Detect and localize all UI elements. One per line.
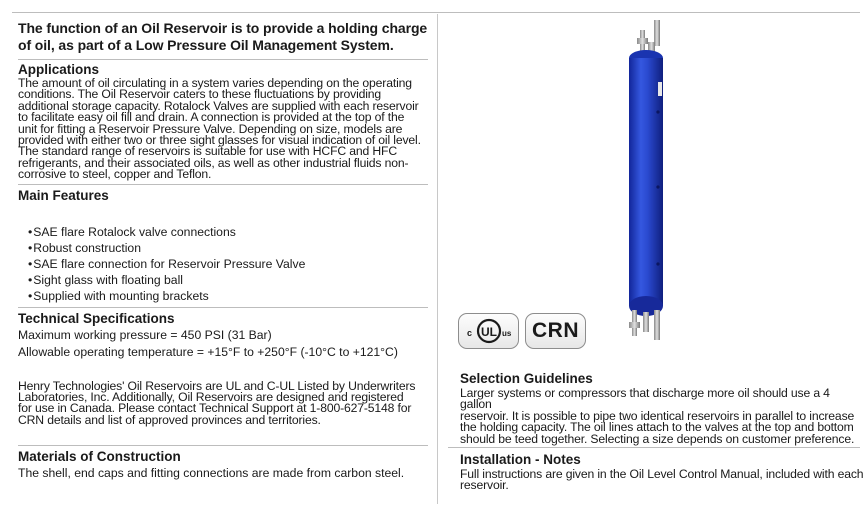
listing-line: Henry Technologies' Oil Reservoirs are UL and C-UL Listed by Underwriters <box>18 378 416 393</box>
column-divider <box>437 14 438 504</box>
tank-body <box>629 58 663 306</box>
certification-badges <box>458 313 586 349</box>
installation-line: Full instructions are given in the Oil Level Control Manual, included with each <box>460 467 864 481</box>
listing-text <box>18 378 428 427</box>
applications-line: The standard range of reservoirs is suitable for use with HCFC and HFC <box>18 144 397 159</box>
applications-line: provided with either two or three sight glasses for visual indication of oil level. <box>18 133 421 148</box>
listing-line: Laboratories, Inc. Additionally, Oil Reservoirs are designed and registered <box>18 390 404 405</box>
selection-line: reservoir. It is possible to pipe two identical reservoirs in parallel to increase <box>460 408 855 423</box>
operating-temperature-text: Allowable operating temperature = +15°F to +250°F (-10°C to +121°C) <box>18 344 398 359</box>
selection-line: the holding capacity. The oil lines attach to the valves at the top and bottom <box>460 420 854 435</box>
main-features-title: Main Features <box>18 187 109 203</box>
list-item: • SAE flare connection for Reservoir Pressure Valve <box>28 256 428 272</box>
left-column <box>18 20 428 481</box>
sight-glass-icon <box>656 110 659 113</box>
intro-heading: The function of an Oil Reservoir is to provide a holding charge of oil, as part of a Low Pressure Oil Management System. <box>18 20 428 53</box>
listing-line: for use in Canada. Please contact Technical Support at 1-800-627-5148 for <box>18 401 412 416</box>
section-rule <box>18 445 428 446</box>
max-pressure-text: Maximum working pressure = 450 PSI (31 Bar) <box>18 327 272 342</box>
listing-line: CRN details and list of approved provinces and territories. <box>18 412 321 427</box>
list-item: • Sight glass with floating ball <box>28 272 428 288</box>
oil-reservoir-image <box>596 20 696 350</box>
sight-glass-icon <box>656 185 659 188</box>
sight-glass-icon <box>656 262 659 265</box>
installation-notes-title: Installation - Notes <box>460 452 581 467</box>
bottom-drain-fitting <box>643 312 649 332</box>
ul-us-text: us <box>501 329 511 338</box>
tank-label <box>658 82 662 96</box>
section-rule <box>448 447 860 448</box>
list-item: • Robust construction <box>28 240 428 256</box>
materials-text: The shell, end caps and fitting connections are made from carbon steel. <box>18 466 405 481</box>
applications-line: unit for fitting a Reservoir Pressure Valve. Depending on size, models are <box>18 121 403 136</box>
materials-title: Materials of Construction <box>18 449 181 465</box>
ul-mark-icon <box>461 316 517 346</box>
crn-badge: CRN <box>525 313 586 349</box>
section-rule <box>18 184 428 185</box>
installation-notes-section <box>460 452 864 492</box>
section-rule <box>18 59 428 60</box>
selection-line: should be teed together. Selecting a size depends on customer preference. <box>460 431 855 446</box>
list-item: • SAE flare Rotalock valve connections <box>28 224 428 240</box>
selection-guidelines-section <box>460 371 864 445</box>
bottom-valve-nut <box>629 322 640 328</box>
list-item: • Supplied with mounting brackets <box>28 288 428 304</box>
installation-line: reservoir. <box>460 478 509 493</box>
applications-line: to facilitate easy oil fill and drain. A connection is provided at the top of the <box>18 110 405 125</box>
ul-listed-badge <box>458 313 519 349</box>
top-rule <box>12 12 860 13</box>
applications-line: refrigerants, and their associated oils, as well as other industrial fluids non- <box>18 155 409 170</box>
features-list <box>28 224 428 304</box>
selection-line: Larger systems or compressors that discharge more oil should use a 4 gallon <box>460 386 830 412</box>
installation-notes-text <box>460 469 864 492</box>
applications-text <box>18 78 428 181</box>
applications-line: corrosive to steel, copper and Teflon. <box>18 167 212 182</box>
section-rule <box>18 307 428 308</box>
ul-mark-text: UL <box>480 325 497 339</box>
applications-line: additional storage capacity. Rotalock Valves are supplied with each reservoir <box>18 98 419 113</box>
ul-c-text: c <box>466 328 472 338</box>
technical-specifications-title: Technical Specifications <box>18 310 175 326</box>
selection-guidelines-text <box>460 388 864 445</box>
mounting-bracket-bottom <box>654 310 660 340</box>
applications-line: conditions. The Oil Reservoir caters to these fluctuations by providing <box>18 87 382 102</box>
top-valve-nut <box>637 38 648 44</box>
applications-line: The amount of oil circulating in a system varies depending on the operating <box>18 76 412 90</box>
selection-guidelines-title: Selection Guidelines <box>460 371 593 386</box>
applications-title: Applications <box>18 62 100 77</box>
